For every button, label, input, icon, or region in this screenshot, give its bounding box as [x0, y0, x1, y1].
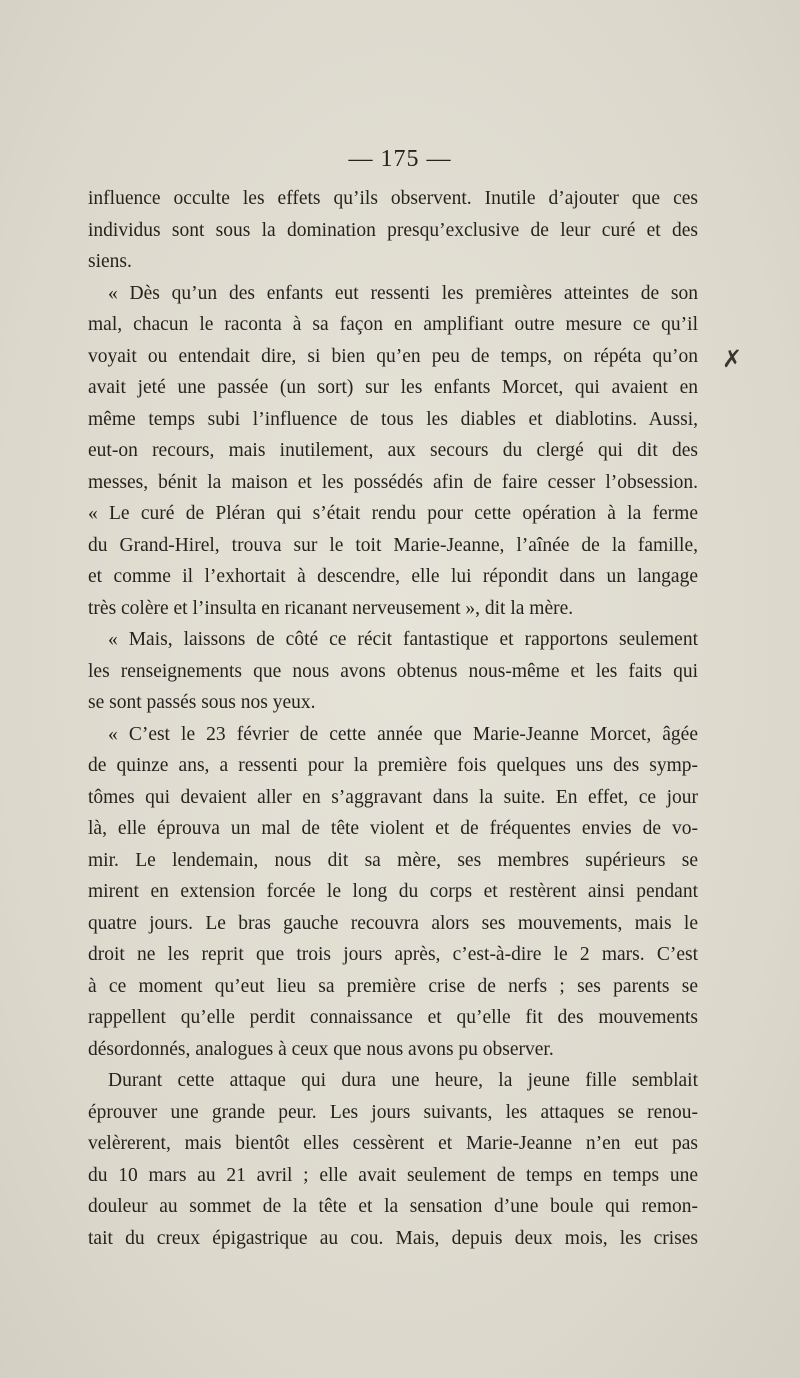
text-line: tômes qui devaient aller en s’aggravant dans la suite. En effet, ce jour	[88, 786, 698, 808]
text-line: du 10 mars au 21 avril ; elle avait seulement de temps en temps une	[88, 1164, 698, 1186]
text-line: douleur au sommet de la tête et la sensation d’une boule qui remon-	[88, 1196, 698, 1217]
text-line: avait jeté une passée (un sort) sur les enfants Morcet, qui avaient en	[88, 377, 698, 398]
text-line: désordonnés, analogues à ceux que nous avons pu observer.	[88, 1038, 554, 1060]
text-line: là, elle éprouva un mal de tête violent et de fréquentes envies de vo-	[88, 818, 698, 839]
margin-annotation-mark: ✗	[722, 347, 743, 373]
text-line: tait du creux épigastrique au cou. Mais, depuis deux mois, les crises	[88, 1227, 698, 1249]
text-line: et comme il l’exhortait à descendre, elle lui répondit dans un langage	[88, 566, 698, 587]
text-line: à ce moment qu’eut lieu sa première crise de nerfs ; ses parents se	[88, 975, 698, 997]
text-line: droit ne les reprit que trois jours après, c’est-à-dire le 2 mars. C’est	[88, 944, 698, 965]
text-line: se sont passés sous nos yeux.	[88, 692, 316, 713]
text-line: Durant cette attaque qui dura une heure, la jeune fille semblait	[108, 1070, 698, 1091]
text-line: voyait ou entendait dire, si bien qu’en peu de temps, on répéta qu’on	[88, 345, 698, 367]
text-line: quatre jours. Le bras gauche recouvra alors ses mouvements, mais le	[88, 912, 698, 934]
text-line: éprouver une grande peur. Les jours suivants, les attaques se renou-	[88, 1101, 698, 1123]
text-line: rappellent qu’elle perdit connaissance et qu’elle fit des mouvements	[88, 1007, 698, 1028]
text-line: influence occulte les effets qu’ils observent. Inutile d’ajouter que ces	[88, 188, 698, 209]
text-line: individus sont sous la domination presqu’exclusive de leur curé et des	[88, 219, 698, 241]
text-line: du Grand-Hirel, trouva sur le toit Marie-Jeanne, l’aînée de la famille,	[88, 534, 698, 556]
text-line: siens.	[88, 251, 132, 272]
text-line: mirent en extension forcée le long du corps et restèrent ainsi pendant	[88, 881, 698, 902]
text-line: velèrerent, mais bientôt elles cessèrent et Marie-Jeanne n’en eut pas	[88, 1133, 698, 1154]
text-line: « Mais, laissons de côté ce récit fantastique et rapportons seulement	[108, 629, 698, 650]
text-line: « C’est le 23 février de cette année que Marie-Jeanne Morcet, âgée	[108, 723, 698, 745]
text-line: même temps subi l’influence de tous les diables et diablotins. Aussi,	[88, 408, 698, 430]
text-line: mir. Le lendemain, nous dit sa mère, ses membres supérieurs se	[88, 849, 698, 871]
body-text	[88, 183, 698, 1254]
text-line: messes, bénit la maison et les possédés afin de faire cesser l’obsession.	[88, 471, 698, 493]
text-line: les renseignements que nous avons obtenus nous-même et les faits qui	[88, 660, 698, 682]
text-line: très colère et l’insulta en ricanant nerveusement », dit la mère.	[88, 597, 574, 619]
text-line: « Le curé de Pléran qui s’était rendu pour cette opération à la ferme	[88, 503, 698, 524]
text-line: eut-on recours, mais inutilement, aux secours du clergé qui dit des	[88, 440, 698, 461]
text-line: « Dès qu’un des enfants eut ressenti les premières atteintes de son	[108, 282, 698, 304]
text-line: mal, chacun le raconta à sa façon en amplifiant outre mesure ce qu’il	[88, 314, 698, 335]
page-number: — 175 —	[348, 146, 452, 172]
text-line: de quinze ans, a ressenti pour la première fois quelques uns des symp-	[88, 755, 698, 776]
